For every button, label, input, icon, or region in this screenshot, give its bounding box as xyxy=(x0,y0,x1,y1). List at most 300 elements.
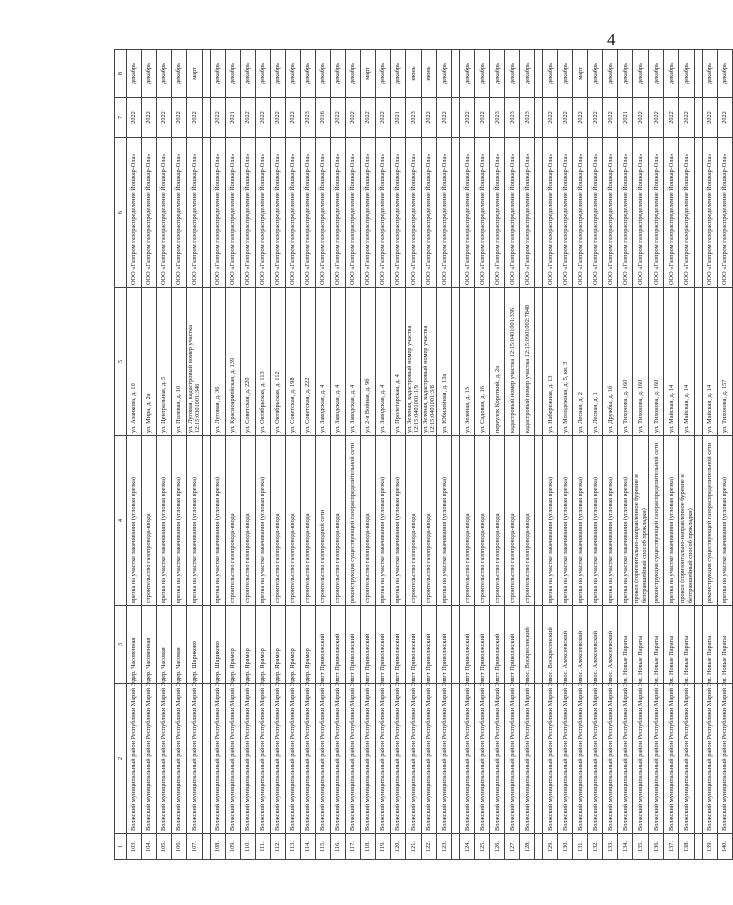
table-cell: ул. Лесная, д. 1 xyxy=(588,288,603,436)
table-cell: декабрь xyxy=(225,50,240,98)
table-cell: март xyxy=(360,50,375,98)
table-cell: Волжский муниципальный район Республики Марий Эл xyxy=(172,684,187,834)
table-cell: Волжский муниципальный район Республики Марий Эл xyxy=(330,684,345,834)
table-cell: Волжский муниципальный район Республики Марий Эл xyxy=(573,684,588,834)
table-cell: с. Новые Параты xyxy=(649,606,664,684)
table-cell: пгт Приволжский xyxy=(390,606,405,684)
table-cell: 2022 xyxy=(558,98,573,138)
table-row xyxy=(679,50,695,860)
table-cell: строительство газопровода-ввода xyxy=(240,436,255,606)
table-cell: декабрь xyxy=(240,50,255,98)
table-cell: с. Новые Параты xyxy=(664,606,679,684)
table-cell: 131. xyxy=(573,834,588,860)
table-cell: ООО «Газпром газораспределение Йошкар-Ола» xyxy=(543,138,558,288)
table-cell: переулок Короткий, д. 2а xyxy=(490,288,505,436)
table-cell: 130. xyxy=(558,834,573,860)
table-cell: 2022 xyxy=(475,98,490,138)
table-cell: 109. xyxy=(225,834,240,860)
table-cell: 2022 xyxy=(172,98,187,138)
table-row xyxy=(437,50,452,860)
table-cell: Волжский муниципальный район Республики Марий Эл xyxy=(390,684,405,834)
table-row xyxy=(664,50,679,860)
spacer-cell xyxy=(695,138,703,288)
table-wrapper xyxy=(114,50,729,860)
spacer-cell xyxy=(202,684,210,834)
table-cell: дер. Ярамор xyxy=(300,606,315,684)
table-cell: Волжский муниципальный район Республики Марий Эл xyxy=(437,684,452,834)
table-cell: 108. xyxy=(210,834,225,860)
table-cell: Волжский муниципальный район Республики Марий Эл xyxy=(490,684,505,834)
table-row xyxy=(285,50,300,860)
table-cell: ул. Зеленая, кадастровый номер участка 12:15:0401001:1/9 xyxy=(405,288,421,436)
table-cell: пгт Приволжский xyxy=(345,606,360,684)
table-cell: ООО «Газпром газораспределение Йошкар-Ола» xyxy=(703,138,718,288)
table-cell: строительство газопровода-ввода xyxy=(505,436,520,606)
table-cell: Волжский муниципальный район Республики Марий Эл xyxy=(255,684,270,834)
table-cell: 107. xyxy=(187,834,203,860)
table-row xyxy=(300,50,315,860)
table-cell: ООО «Газпром газораспределение Йошкар-Ола» xyxy=(255,138,270,288)
spacer-row xyxy=(452,50,460,860)
table-cell: строительство газопровода-ввода xyxy=(460,436,475,606)
table-cell: Волжский муниципальный район Республики Марий Эл xyxy=(558,684,573,834)
spacer-cell xyxy=(202,50,210,98)
table-cell: ул. Мира, д. 2а xyxy=(142,288,157,436)
table-cell: ул. Советская, д. 222 xyxy=(300,288,315,436)
table-cell: ООО «Газпром газораспределение Йошкар-Ола» xyxy=(664,138,679,288)
table-cell: дер. Шариково xyxy=(187,606,203,684)
table-row xyxy=(390,50,405,860)
header-cell: 8 xyxy=(115,50,127,98)
table-cell: 114. xyxy=(300,834,315,860)
table-cell: декабрь xyxy=(375,50,390,98)
table-cell: декабрь xyxy=(330,50,345,98)
table-cell: ООО «Газпром газораспределение Йошкар-Ола» xyxy=(225,138,240,288)
table-cell: март xyxy=(573,50,588,98)
table-cell: 2022 xyxy=(664,98,679,138)
table-cell: 2023 xyxy=(490,98,505,138)
spacer-cell xyxy=(202,834,210,860)
table-cell: 2022 xyxy=(437,98,452,138)
table-cell: декабрь xyxy=(588,50,603,98)
table-cell: 2022 xyxy=(703,98,718,138)
table-cell: пгт Приволжский xyxy=(405,606,421,684)
table-cell: ул. Заводская, д. 4 xyxy=(330,288,345,436)
table-row xyxy=(225,50,240,860)
table-cell: пгт Приволжский xyxy=(421,606,437,684)
table-cell: 136. xyxy=(649,834,664,860)
table-cell: ООО «Газпром газораспределение Йошкар-Ола» xyxy=(172,138,187,288)
table-cell: ул. Заводская, д. 4 xyxy=(375,288,390,436)
table-row xyxy=(703,50,718,860)
spacer-cell xyxy=(695,834,703,860)
header-cell: 5 xyxy=(115,288,127,436)
table-cell: 2022 xyxy=(187,98,203,138)
spacer-cell xyxy=(535,606,543,684)
table-cell: ООО «Газпром газораспределение Йошкар-Ола» xyxy=(505,138,520,288)
table-cell: ул. Лесная, д. 2 xyxy=(573,288,588,436)
table-header-row xyxy=(115,50,127,860)
table-cell: 2016 xyxy=(315,98,330,138)
spacer-cell xyxy=(535,436,543,606)
table-cell: 126. xyxy=(490,834,505,860)
table-cell: строительство газопровода-ввода xyxy=(360,436,375,606)
table-cell: пос. Воскресенский xyxy=(520,606,535,684)
header-cell: 6 xyxy=(115,138,127,288)
table-cell: 105. xyxy=(157,834,172,860)
table-cell: ул. Юбилейная, д. 13а xyxy=(437,288,452,436)
table-cell: пгт Приволжский xyxy=(460,606,475,684)
table-cell: с. Новые Параты xyxy=(679,606,695,684)
table-row xyxy=(375,50,390,860)
table-cell: декабрь xyxy=(558,50,573,98)
table-cell: Волжский муниципальный район Республики Марий Эл xyxy=(285,684,300,834)
table-cell: ул. Майская, д. 14 xyxy=(664,288,679,436)
table-cell: Волжский муниципальный район Республики Марий Эл xyxy=(157,684,172,834)
table-cell: 124. xyxy=(460,834,475,860)
table-cell: пгт Приволжский xyxy=(315,606,330,684)
table-cell: ООО «Газпром газораспределение Йошкар-Ола» xyxy=(300,138,315,288)
table-cell: строительство газопровода-ввода xyxy=(405,436,421,606)
spacer-row xyxy=(202,50,210,860)
table-cell: июнь xyxy=(421,50,437,98)
table-cell: 135. xyxy=(633,834,649,860)
table-cell: 137. xyxy=(664,834,679,860)
table-cell: 2022 xyxy=(127,98,142,138)
table-cell: дер. Ярамор xyxy=(240,606,255,684)
table-cell: декабрь xyxy=(437,50,452,98)
spacer-cell xyxy=(535,684,543,834)
table-cell: 2021 xyxy=(225,98,240,138)
table-cell: кадастровый номер участка 12:15:0901002:7848 xyxy=(520,288,535,436)
table-cell: ООО «Газпром газораспределение Йошкар-Ола» xyxy=(345,138,360,288)
table-cell: ООО «Газпром газораспределение Йошкар-Ола» xyxy=(475,138,490,288)
table-cell: декабрь xyxy=(543,50,558,98)
table-cell: ООО «Газпром газораспределение Йошкар-Ола» xyxy=(460,138,475,288)
table-cell: Волжский муниципальный район Республики Марий Эл xyxy=(421,684,437,834)
table-cell: ООО «Газпром газораспределение Йошкар-Ола» xyxy=(315,138,330,288)
spacer-cell xyxy=(202,288,210,436)
table-cell: врезка на участке закачивания (угловая врезка) xyxy=(255,436,270,606)
table-cell: 2022 xyxy=(255,98,270,138)
table-row xyxy=(360,50,375,860)
table-cell: дер. Ярамор xyxy=(270,606,285,684)
table-cell: декабрь xyxy=(172,50,187,98)
table-cell: 115. xyxy=(315,834,330,860)
table-row xyxy=(588,50,603,860)
spacer-cell xyxy=(452,436,460,606)
table-cell: врезка на участке закачивания (угловая врезка) xyxy=(375,436,390,606)
table-cell: ООО «Газпром газораспределение Йошкар-Ола» xyxy=(285,138,300,288)
table-row xyxy=(405,50,421,860)
table-cell: ООО «Газпром газораспределение Йошкар-Ола» xyxy=(679,138,695,288)
spacer-cell xyxy=(452,288,460,436)
spacer-cell xyxy=(202,436,210,606)
table-cell: 111. xyxy=(255,834,270,860)
table-cell: врезка на участке закачивания (угловая врезка) xyxy=(437,436,452,606)
table-cell: 2022 xyxy=(573,98,588,138)
table-cell: пос. Воскресенский xyxy=(543,606,558,684)
table-cell: врезка на участке закачивания (угловая врезка) xyxy=(603,436,618,606)
table-cell: декабрь xyxy=(679,50,695,98)
table-cell: 2021 xyxy=(390,98,405,138)
table-cell: ООО «Газпром газораспределение Йошкар-Ола» xyxy=(127,138,142,288)
table-cell: 2023 xyxy=(520,98,535,138)
table-cell: реконструкция существующей газораспределительной сети xyxy=(345,436,360,606)
table-cell: строительство газопровода-ввода xyxy=(285,436,300,606)
rotated-table-area xyxy=(114,50,729,860)
spacer-cell xyxy=(535,834,543,860)
table-cell: ул. Луговая, д. 36 xyxy=(210,288,225,436)
table-cell: ООО «Газпром газораспределение Йошкар-Ола» xyxy=(649,138,664,288)
table-row xyxy=(460,50,475,860)
table-cell: пос. Алексеевский xyxy=(573,606,588,684)
table-row xyxy=(127,50,142,860)
table-cell: дер. Часовенная xyxy=(127,606,142,684)
table-cell: декабрь xyxy=(300,50,315,98)
table-cell: 116. xyxy=(330,834,345,860)
spacer-cell xyxy=(535,288,543,436)
table-cell: строительство газопровода-ввода xyxy=(421,436,437,606)
table-cell: ООО «Газпром газораспределение Йошкар-Ола» xyxy=(405,138,421,288)
table-cell: 112. xyxy=(270,834,285,860)
table-cell: Волжский муниципальный район Республики Марий Эл xyxy=(718,684,733,834)
table-body xyxy=(127,50,733,860)
table-cell: Волжский муниципальный район Республики Марий Эл xyxy=(345,684,360,834)
table-cell: прокол (горизонтально-направленное бурение и безтраншейный способ прокладки) xyxy=(633,436,649,606)
spacer-cell xyxy=(452,606,460,684)
table-cell: пос. Алексеевский xyxy=(588,606,603,684)
table-cell: 2022 xyxy=(649,98,664,138)
table-cell: Волжский муниципальный район Республики Марий Эл xyxy=(187,684,203,834)
spacer-cell xyxy=(535,98,543,138)
table-cell: Волжский муниципальный район Республики Марий Эл xyxy=(603,684,618,834)
table-cell: 104. xyxy=(142,834,157,860)
table-cell: декабрь xyxy=(142,50,157,98)
table-cell: Волжский муниципальный район Республики Марий Эл xyxy=(240,684,255,834)
spacer-cell xyxy=(452,834,460,860)
table-cell: ООО «Газпром газораспределение Йошкар-Ола» xyxy=(240,138,255,288)
table-row xyxy=(345,50,360,860)
table-cell: декабрь xyxy=(520,50,535,98)
table-cell: пгт Приволжский xyxy=(330,606,345,684)
table-cell: 2022 xyxy=(360,98,375,138)
page-number: 4 xyxy=(607,30,616,49)
table-cell: дер. Ярамор xyxy=(285,606,300,684)
table-row xyxy=(505,50,520,860)
table-cell: Волжский муниципальный район Республики Марий Эл xyxy=(649,684,664,834)
table-cell: ООО «Газпром газораспределение Йошкар-Ола» xyxy=(633,138,649,288)
table-cell: декабрь xyxy=(315,50,330,98)
table-cell: ООО «Газпром газораспределение Йошкар-Ола» xyxy=(330,138,345,288)
table-cell: Волжский муниципальный район Республики Марий Эл xyxy=(475,684,490,834)
table-cell: ООО «Газпром газораспределение Йошкар-Ола» xyxy=(142,138,157,288)
table-cell: 120. xyxy=(390,834,405,860)
table-cell: декабрь xyxy=(460,50,475,98)
table-cell: дер. Часовенная xyxy=(142,606,157,684)
table-row xyxy=(142,50,157,860)
table-cell: 2022 xyxy=(460,98,475,138)
table-cell: Волжский муниципальный район Республики Марий Эл xyxy=(360,684,375,834)
table-cell: врезка на участке закачивания (угловая врезка) xyxy=(210,436,225,606)
table-cell: 127. xyxy=(505,834,520,860)
table-cell: 2022 xyxy=(142,98,157,138)
table-row xyxy=(421,50,437,860)
table-cell: Волжский муниципальный район Республики Марий Эл xyxy=(375,684,390,834)
table-cell: ул. Октябрьская, д. 113 xyxy=(255,288,270,436)
table-cell: пгт Приволжский xyxy=(475,606,490,684)
table-cell: ул. Азанкова, д. 10 xyxy=(127,288,142,436)
table-cell: 128. xyxy=(520,834,535,860)
table-cell: ул. Красноармейская, д. 139 xyxy=(225,288,240,436)
table-cell: 119. xyxy=(375,834,390,860)
table-cell: пгт Приволжский xyxy=(375,606,390,684)
table-cell: ООО «Газпром газораспределение Йошкар-Ола» xyxy=(520,138,535,288)
table-row xyxy=(187,50,203,860)
table-cell: пгт Приволжский xyxy=(437,606,452,684)
table-cell: 129. xyxy=(543,834,558,860)
table-cell: 133. xyxy=(603,834,618,860)
table-cell: 2022 xyxy=(603,98,618,138)
table-cell: реконструкция существующей газораспределительной сети xyxy=(703,436,718,606)
spacer-cell xyxy=(535,50,543,98)
table-row xyxy=(315,50,330,860)
spacer-cell xyxy=(695,684,703,834)
table-row xyxy=(573,50,588,860)
table-cell: строительство газопровода-ввода xyxy=(142,436,157,606)
table-cell: 2023 xyxy=(505,98,520,138)
table-cell: кадастровый номер участка 12:15:0401001:336 xyxy=(505,288,520,436)
table-cell: декабрь xyxy=(703,50,718,98)
table-cell: ул. Советская, д. 220 xyxy=(240,288,255,436)
table-cell: декабрь xyxy=(603,50,618,98)
table-cell: ул. Пролетарская, д. 4 xyxy=(390,288,405,436)
header-cell: 2 xyxy=(115,684,127,834)
table-cell: ул. 2-я Войная, д. 9б xyxy=(360,288,375,436)
table-cell: декабрь xyxy=(127,50,142,98)
table-cell: пгт Приволжский xyxy=(490,606,505,684)
spacer-cell xyxy=(452,98,460,138)
table-cell: Волжский муниципальный район Республики Марий Эл xyxy=(300,684,315,834)
table-cell: ул. Тихонова, д. 160 xyxy=(649,288,664,436)
table-cell: дер. Часовая xyxy=(172,606,187,684)
table-cell: ул. Центральная, д. 5 xyxy=(157,288,172,436)
table-cell: 2022 xyxy=(633,98,649,138)
header-cell: 4 xyxy=(115,436,127,606)
table-cell: ООО «Газпром газораспределение Йошкар-Ола» xyxy=(603,138,618,288)
table-cell: ООО «Газпром газораспределение Йошкар-Ола» xyxy=(360,138,375,288)
spacer-cell xyxy=(202,606,210,684)
table-cell: 110. xyxy=(240,834,255,860)
table-cell: Волжский муниципальный район Республики Марий Эл xyxy=(679,684,695,834)
table-cell: Волжский муниципальный район Республики Марий Эл xyxy=(270,684,285,834)
header-cell: 3 xyxy=(115,606,127,684)
table-cell: ул. Заводская, д. 4 xyxy=(315,288,330,436)
table-cell: врезка на участке закачивания (угловая врезка) xyxy=(573,436,588,606)
table-cell: ООО «Газпром газораспределение Йошкар-Ола» xyxy=(375,138,390,288)
table-row xyxy=(558,50,573,860)
table-cell: Волжский муниципальный район Республики Марий Эл xyxy=(543,684,558,834)
table-cell: 2022 xyxy=(375,98,390,138)
table-cell: ООО «Газпром газораспределение Йошкар-Ола» xyxy=(157,138,172,288)
table-cell: декабрь xyxy=(285,50,300,98)
table-cell: ул. Дружбы, д. 1б xyxy=(603,288,618,436)
table-cell: декабрь xyxy=(633,50,649,98)
table-cell: июнь xyxy=(405,50,421,98)
spacer-cell xyxy=(452,138,460,288)
table-cell: 2022 xyxy=(421,98,437,138)
table-cell: врезка на участке закачивания (угловая врезка) xyxy=(588,436,603,606)
table-cell: дер. Шариково xyxy=(210,606,225,684)
table-cell: строительство газопровода-ввода xyxy=(475,436,490,606)
table-cell: декабрь xyxy=(618,50,633,98)
table-cell: ООО «Газпром газораспределение Йошкар-Ола» xyxy=(421,138,437,288)
spacer-row xyxy=(695,50,703,860)
table-cell: с. Новые Параты xyxy=(618,606,633,684)
table-row xyxy=(210,50,225,860)
table-cell: декабрь xyxy=(345,50,360,98)
table-cell: ул. Луговая, кадастровый номер участка 12:15:0301001:346 xyxy=(187,288,203,436)
table-cell: декабрь xyxy=(210,50,225,98)
table-row xyxy=(649,50,664,860)
table-cell: 2022 xyxy=(240,98,255,138)
table-row xyxy=(157,50,172,860)
table-cell: ООО «Газпром газораспределение Йошкар-Ола» xyxy=(718,138,733,288)
table-cell: 103. xyxy=(127,834,142,860)
table-cell: дер. Ярамор xyxy=(225,606,240,684)
table-cell: 121. xyxy=(405,834,421,860)
table-cell: 140. xyxy=(718,834,733,860)
table-cell: ул. Тихонова, д. 160 xyxy=(633,288,649,436)
table-cell: с. Новые Параты xyxy=(703,606,718,684)
table-cell: декабрь xyxy=(157,50,172,98)
table-cell: декабрь xyxy=(718,50,733,98)
table-cell: Волжский муниципальный район Республики Марий Эл xyxy=(505,684,520,834)
spacer-row xyxy=(535,50,543,860)
table-cell: ул. Полевая, д. 10 xyxy=(172,288,187,436)
table-cell: 2022 xyxy=(718,98,733,138)
table-cell: строительство газопровода-ввода xyxy=(520,436,535,606)
table-cell: 2023 xyxy=(300,98,315,138)
table-cell: строительство газопровода-ввода xyxy=(330,436,345,606)
table-cell: 134. xyxy=(618,834,633,860)
table-cell: пос. Алексеевский xyxy=(558,606,573,684)
table-cell: ООО «Газпром газораспределение Йошкар-Ола» xyxy=(573,138,588,288)
table-cell: врезка на участке закачивания (угловая врезка) xyxy=(664,436,679,606)
table-cell: 2022 xyxy=(588,98,603,138)
spacer-cell xyxy=(202,138,210,288)
table-cell: ООО «Газпром газораспределение Йошкар-Ола» xyxy=(588,138,603,288)
table-cell: ул. Заводская, д. 4 xyxy=(345,288,360,436)
header-cell: 1 xyxy=(115,834,127,860)
table-row xyxy=(330,50,345,860)
spacer-cell xyxy=(202,98,210,138)
table-cell: ООО «Газпром газораспределение Йошкар-Ола» xyxy=(210,138,225,288)
table-cell: март xyxy=(187,50,203,98)
table-cell: 118. xyxy=(360,834,375,860)
table-cell: ул. Набережная, д. 13 xyxy=(543,288,558,436)
table-cell: Волжский муниципальный район Республики Марий Эл xyxy=(588,684,603,834)
table-cell: ул. Советская, д. 198 xyxy=(285,288,300,436)
table-cell: декабрь xyxy=(490,50,505,98)
table-cell: 2022 xyxy=(270,98,285,138)
table-cell: Волжский муниципальный район Республики Марий Эл xyxy=(127,684,142,834)
table-cell: врезка на участке закачивания (угловая врезка) xyxy=(390,436,405,606)
table-cell: Волжский муниципальный район Республики Марий Эл xyxy=(142,684,157,834)
header-cell: 7 xyxy=(115,98,127,138)
table-cell: 2022 xyxy=(285,98,300,138)
table-cell: врезка на участке закачивания (угловая врезка) xyxy=(127,436,142,606)
